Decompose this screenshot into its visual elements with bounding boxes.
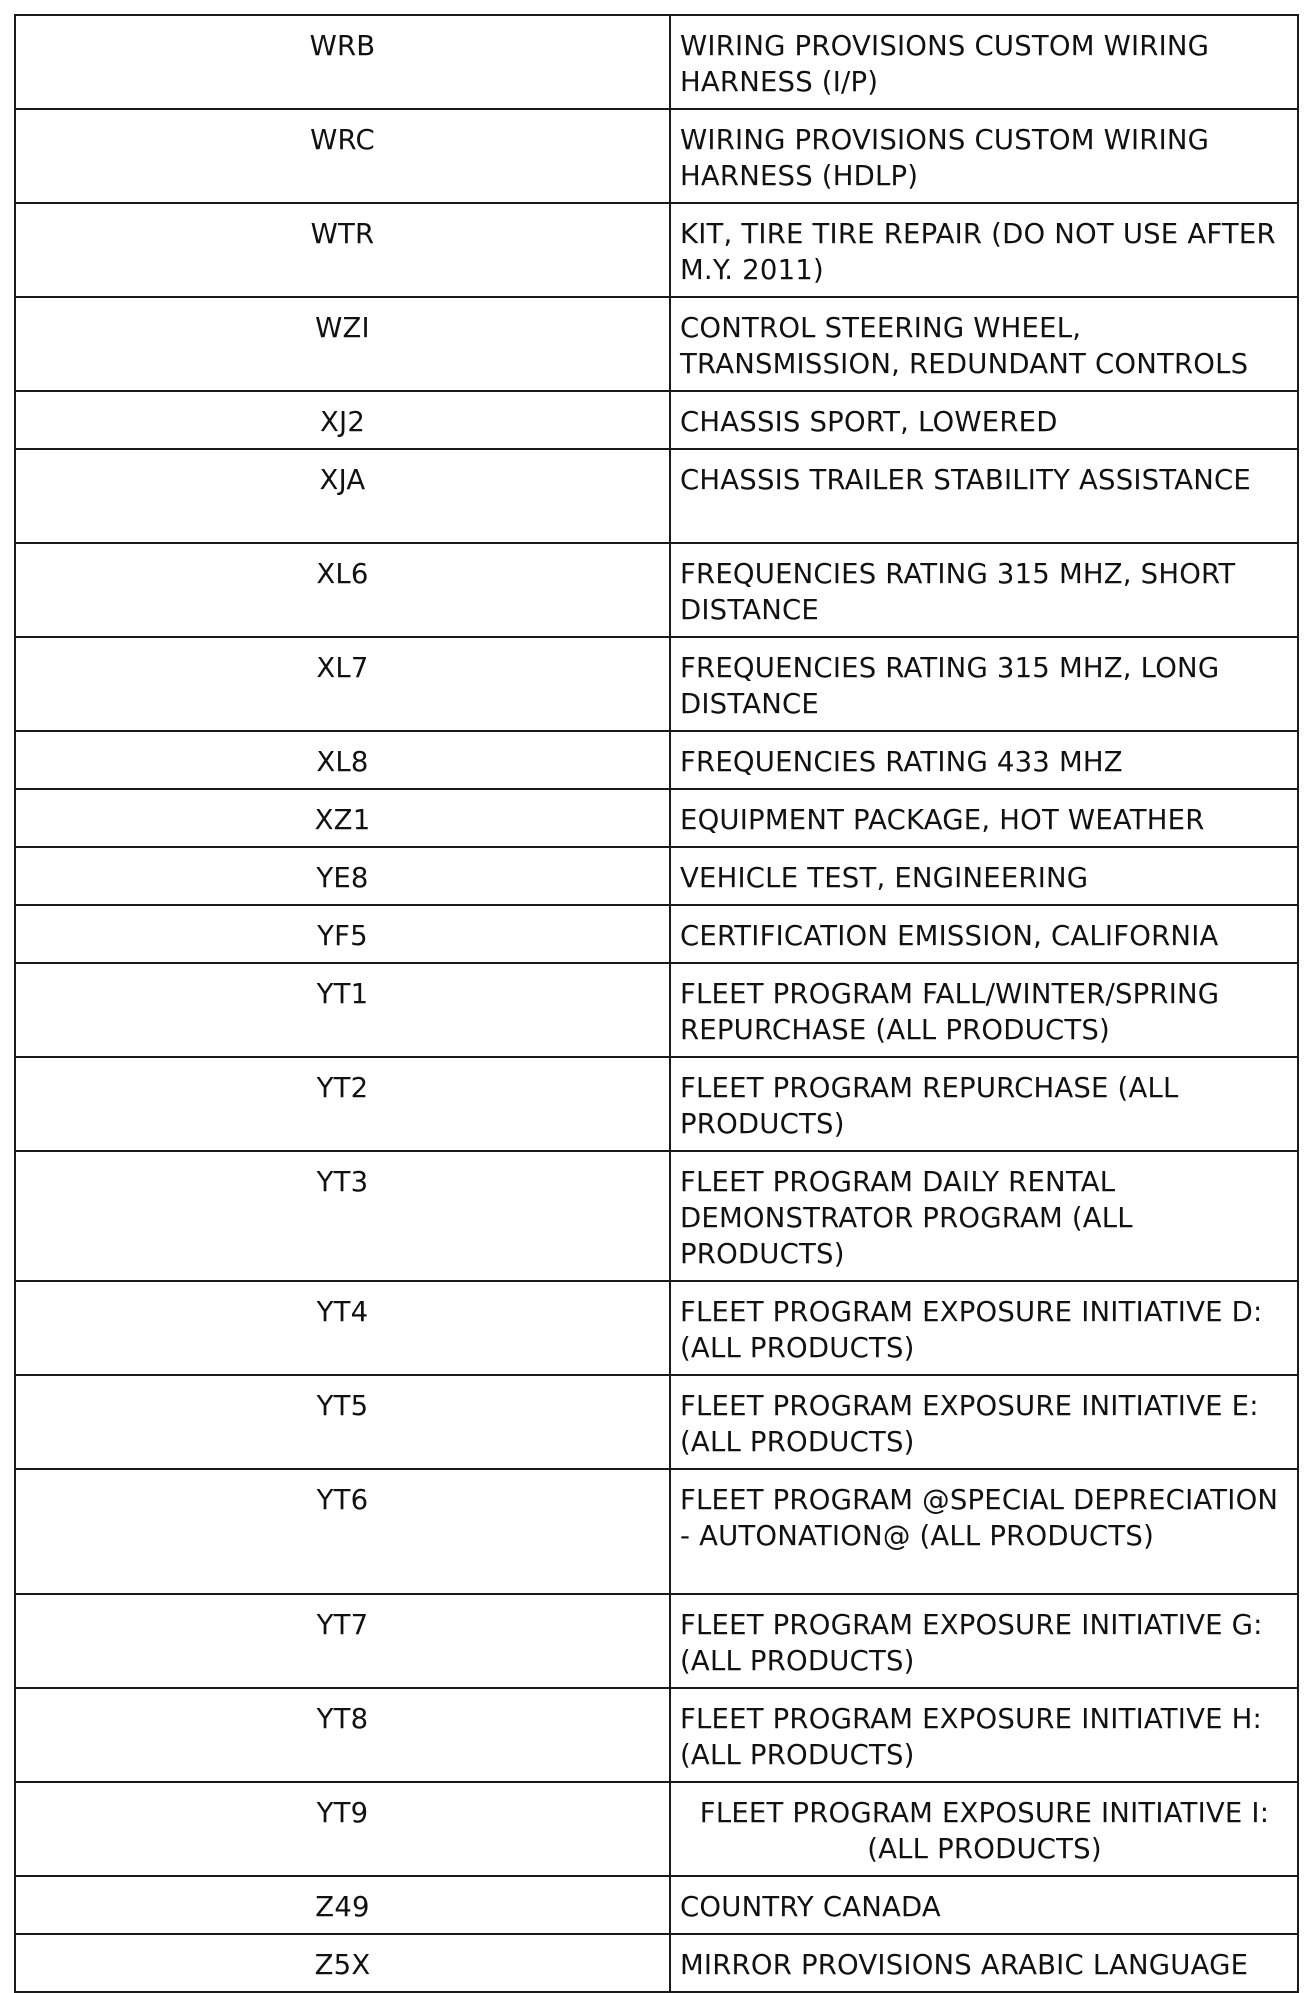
table-row: [15, 1469, 1298, 1594]
option-code: WZI: [15, 297, 670, 391]
table-row: [15, 963, 1298, 1057]
option-code: XL6: [15, 543, 670, 637]
option-code: XJ2: [15, 391, 670, 449]
option-code: YE8: [15, 847, 670, 905]
table-row: [15, 1281, 1298, 1375]
option-description: WIRING PROVISIONS CUSTOM WIRING HARNESS (I/P): [670, 15, 1298, 109]
option-description: FLEET PROGRAM EXPOSURE INITIATIVE E: (ALL PRODUCTS): [670, 1375, 1298, 1469]
option-code: YT9: [15, 1782, 670, 1876]
table-row: [15, 297, 1298, 391]
option-description: FREQUENCIES RATING 315 MHZ, LONG DISTANCE: [670, 637, 1298, 731]
table-row: [15, 391, 1298, 449]
option-description: CERTIFICATION EMISSION, CALIFORNIA: [670, 905, 1298, 963]
option-description: KIT, TIRE TIRE REPAIR (DO NOT USE AFTER M.Y. 2011): [670, 203, 1298, 297]
option-description: FLEET PROGRAM EXPOSURE INITIATIVE H: (ALL PRODUCTS): [670, 1688, 1298, 1782]
option-code: YT1: [15, 963, 670, 1057]
table-row: [15, 1782, 1298, 1876]
option-code: XJA: [15, 449, 670, 543]
table-row: [15, 731, 1298, 789]
option-description: FREQUENCIES RATING 315 MHZ, SHORT DISTANCE: [670, 543, 1298, 637]
option-code: XZ1: [15, 789, 670, 847]
option-description: FLEET PROGRAM EXPOSURE INITIATIVE I: (ALL PRODUCTS): [670, 1782, 1298, 1876]
table-row: [15, 449, 1298, 543]
table-row: [15, 203, 1298, 297]
option-description: FLEET PROGRAM @SPECIAL DEPRECIATION - AUTONATION@ (ALL PRODUCTS): [670, 1469, 1298, 1594]
option-code: Z5X: [15, 1934, 670, 1992]
table-row: [15, 789, 1298, 847]
option-code-table: [14, 14, 1299, 1993]
option-code: Z49: [15, 1876, 670, 1934]
option-description: FLEET PROGRAM FALL/WINTER/SPRING REPURCHASE (ALL PRODUCTS): [670, 963, 1298, 1057]
option-code: YT4: [15, 1281, 670, 1375]
option-description: CONTROL STEERING WHEEL, TRANSMISSION, REDUNDANT CONTROLS: [670, 297, 1298, 391]
table-row: [15, 847, 1298, 905]
option-code: YT7: [15, 1594, 670, 1688]
table-row: [15, 637, 1298, 731]
option-code: YT3: [15, 1151, 670, 1281]
option-code: YT2: [15, 1057, 670, 1151]
option-description: FLEET PROGRAM EXPOSURE INITIATIVE G: (ALL PRODUCTS): [670, 1594, 1298, 1688]
option-description: CHASSIS SPORT, LOWERED: [670, 391, 1298, 449]
table-row: [15, 1688, 1298, 1782]
option-description: CHASSIS TRAILER STABILITY ASSISTANCE: [670, 449, 1298, 543]
table-row: [15, 1876, 1298, 1934]
table-row: [15, 905, 1298, 963]
table-row: [15, 1151, 1298, 1281]
option-code: WRB: [15, 15, 670, 109]
option-code: YT6: [15, 1469, 670, 1594]
option-code: WRC: [15, 109, 670, 203]
table-row: [15, 1594, 1298, 1688]
option-code: XL7: [15, 637, 670, 731]
option-code: XL8: [15, 731, 670, 789]
option-description: FREQUENCIES RATING 433 MHZ: [670, 731, 1298, 789]
option-description: VEHICLE TEST, ENGINEERING: [670, 847, 1298, 905]
table-row: [15, 109, 1298, 203]
option-description: EQUIPMENT PACKAGE, HOT WEATHER: [670, 789, 1298, 847]
option-description: FLEET PROGRAM DAILY RENTAL DEMONSTRATOR PROGRAM (ALL PRODUCTS): [670, 1151, 1298, 1281]
option-code: WTR: [15, 203, 670, 297]
option-code: YT5: [15, 1375, 670, 1469]
table-row: [15, 1934, 1298, 1992]
option-description: COUNTRY CANADA: [670, 1876, 1298, 1934]
table-row: [15, 1375, 1298, 1469]
option-code: YT8: [15, 1688, 670, 1782]
table-row: [15, 543, 1298, 637]
option-description: WIRING PROVISIONS CUSTOM WIRING HARNESS (HDLP): [670, 109, 1298, 203]
option-code: YF5: [15, 905, 670, 963]
table-row: [15, 1057, 1298, 1151]
table-row: [15, 15, 1298, 109]
option-description: FLEET PROGRAM REPURCHASE (ALL PRODUCTS): [670, 1057, 1298, 1151]
option-description: FLEET PROGRAM EXPOSURE INITIATIVE D: (ALL PRODUCTS): [670, 1281, 1298, 1375]
option-description: MIRROR PROVISIONS ARABIC LANGUAGE: [670, 1934, 1298, 1992]
